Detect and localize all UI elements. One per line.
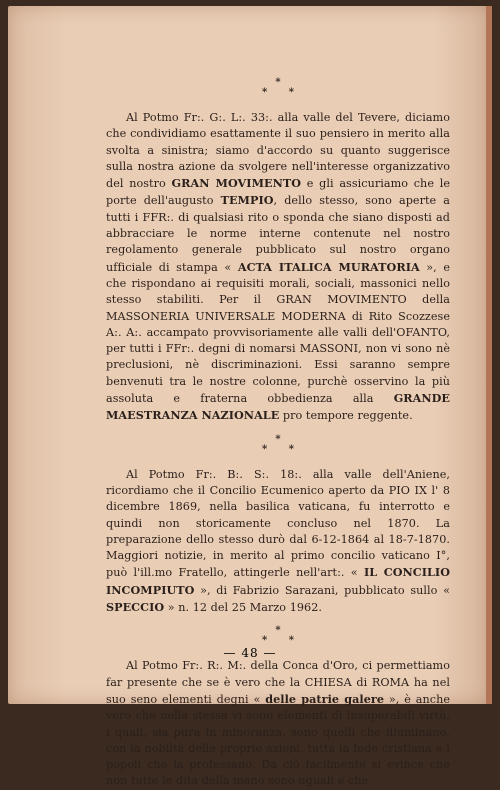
- section-separator-1: * * *: [262, 77, 294, 98]
- text-run: », e che rispondano ai requisiti morali, sociali, massonici nello stesso stabiliti. Per il GRAN MOVIMENTO della MASSONERIA UNIVERSALE MODERNA di Rito Scozzese A:. A:. accampato provvisoriamente alle valli dell'OFANTO, per tutti i FFr:. degni di nomarsi MASSONI, non vi sono nè preclusioni, nè discriminazioni. Essi saranno sempre benvenuti tra le nostre colonne, purchè osservino la più assoluta e fraterna obbedienza alla: [106, 260, 451, 406]
- page-spine-edge: [486, 6, 492, 704]
- bold-phrase: delle patrie galere: [265, 691, 385, 706]
- paragraph-tevere: [106, 110, 450, 425]
- text-run: e gli assicuriamo che le porte dell'augusto: [106, 177, 451, 208]
- bold-phrase: SPECCIO: [106, 600, 165, 615]
- text-run: Al Potmo Fr:. R:. M:. della Conca d'Oro, ci permettiamo far presente che se è vero che la CHIESA di ROMA ha nel suo seno elementi degni «: [106, 659, 450, 706]
- paragraph-aniene: [106, 467, 450, 617]
- bold-phrase: TEMPIO: [220, 193, 274, 208]
- bold-phrase: IL CONCILIO INCOMPIUTO: [106, 565, 451, 597]
- book-page: [8, 6, 492, 788]
- bold-phrase: GRANDE MAESTRANZA NAZIONALE: [106, 391, 450, 423]
- bold-phrase: ACTA ITALICA MURATORIA: [237, 259, 420, 274]
- text-run: Al Potmo Fr:. B:. S:. 18:. alla valle dell'Aniene, ricordiamo che il Concilio Ecumenico aperto da PIO IX l' 8 dicembre 1869, nella basilica vaticana, fu interrotto e quindi non storicamente concluso nel 1870. La preparazione dello stesso durò dal 6-12-1864 al 18-7-1870. Maggiori notizie, in merito al primo concilio vaticano I°, può l'ill.mo Fratello, attingerle nell'art:. «: [106, 467, 450, 580]
- section-separator-3: * * *: [262, 625, 294, 647]
- text-run: », di Fabrizio Sarazani, pubblicato sullo «: [194, 583, 450, 597]
- paragraph-conca-doro: [106, 658, 450, 789]
- text-run: pro tempore reggente.: [279, 409, 413, 423]
- text-run: , dello stesso, sono aperte a tutti i FFR:. di qualsiasi rito o sponda che siano disposti ad abbracciare le norme interne contenute nel nostro regolamento generale pubblicato sul nostro organo ufficiale di stampa «: [106, 194, 450, 274]
- page-text: [106, 78, 450, 790]
- text-run: », è anche vero che nella stessa vi sono elementi di insuperabili virtù, i quali, sia pura in minoranza, sono quelli che illuminano, con la nobiltà delle proprie azioni, tutta la fede cristiana e i popoli che la professano. Da ciò facilmente si evince che non tutte le dita della mano sono uguali e che: [106, 692, 450, 788]
- section-separator-2: * * *: [262, 433, 294, 455]
- text-run: » n. 12 del 25 Marzo 1962.: [164, 601, 322, 615]
- page-number: — 48 —: [223, 646, 277, 660]
- text-run: Al Potmo Fr:. G:. L:. 33:. alla valle del Tevere, diciamo che condividiamo esattamente il suo pensiero in merito alla svolta a sinistra; siamo d'accordo su quanto suggerisce sulla nostra azione da svolgere nell'interesse organizzativo del nostro: [106, 111, 450, 191]
- bold-phrase: GRAN MOVIMENTO: [171, 176, 302, 191]
